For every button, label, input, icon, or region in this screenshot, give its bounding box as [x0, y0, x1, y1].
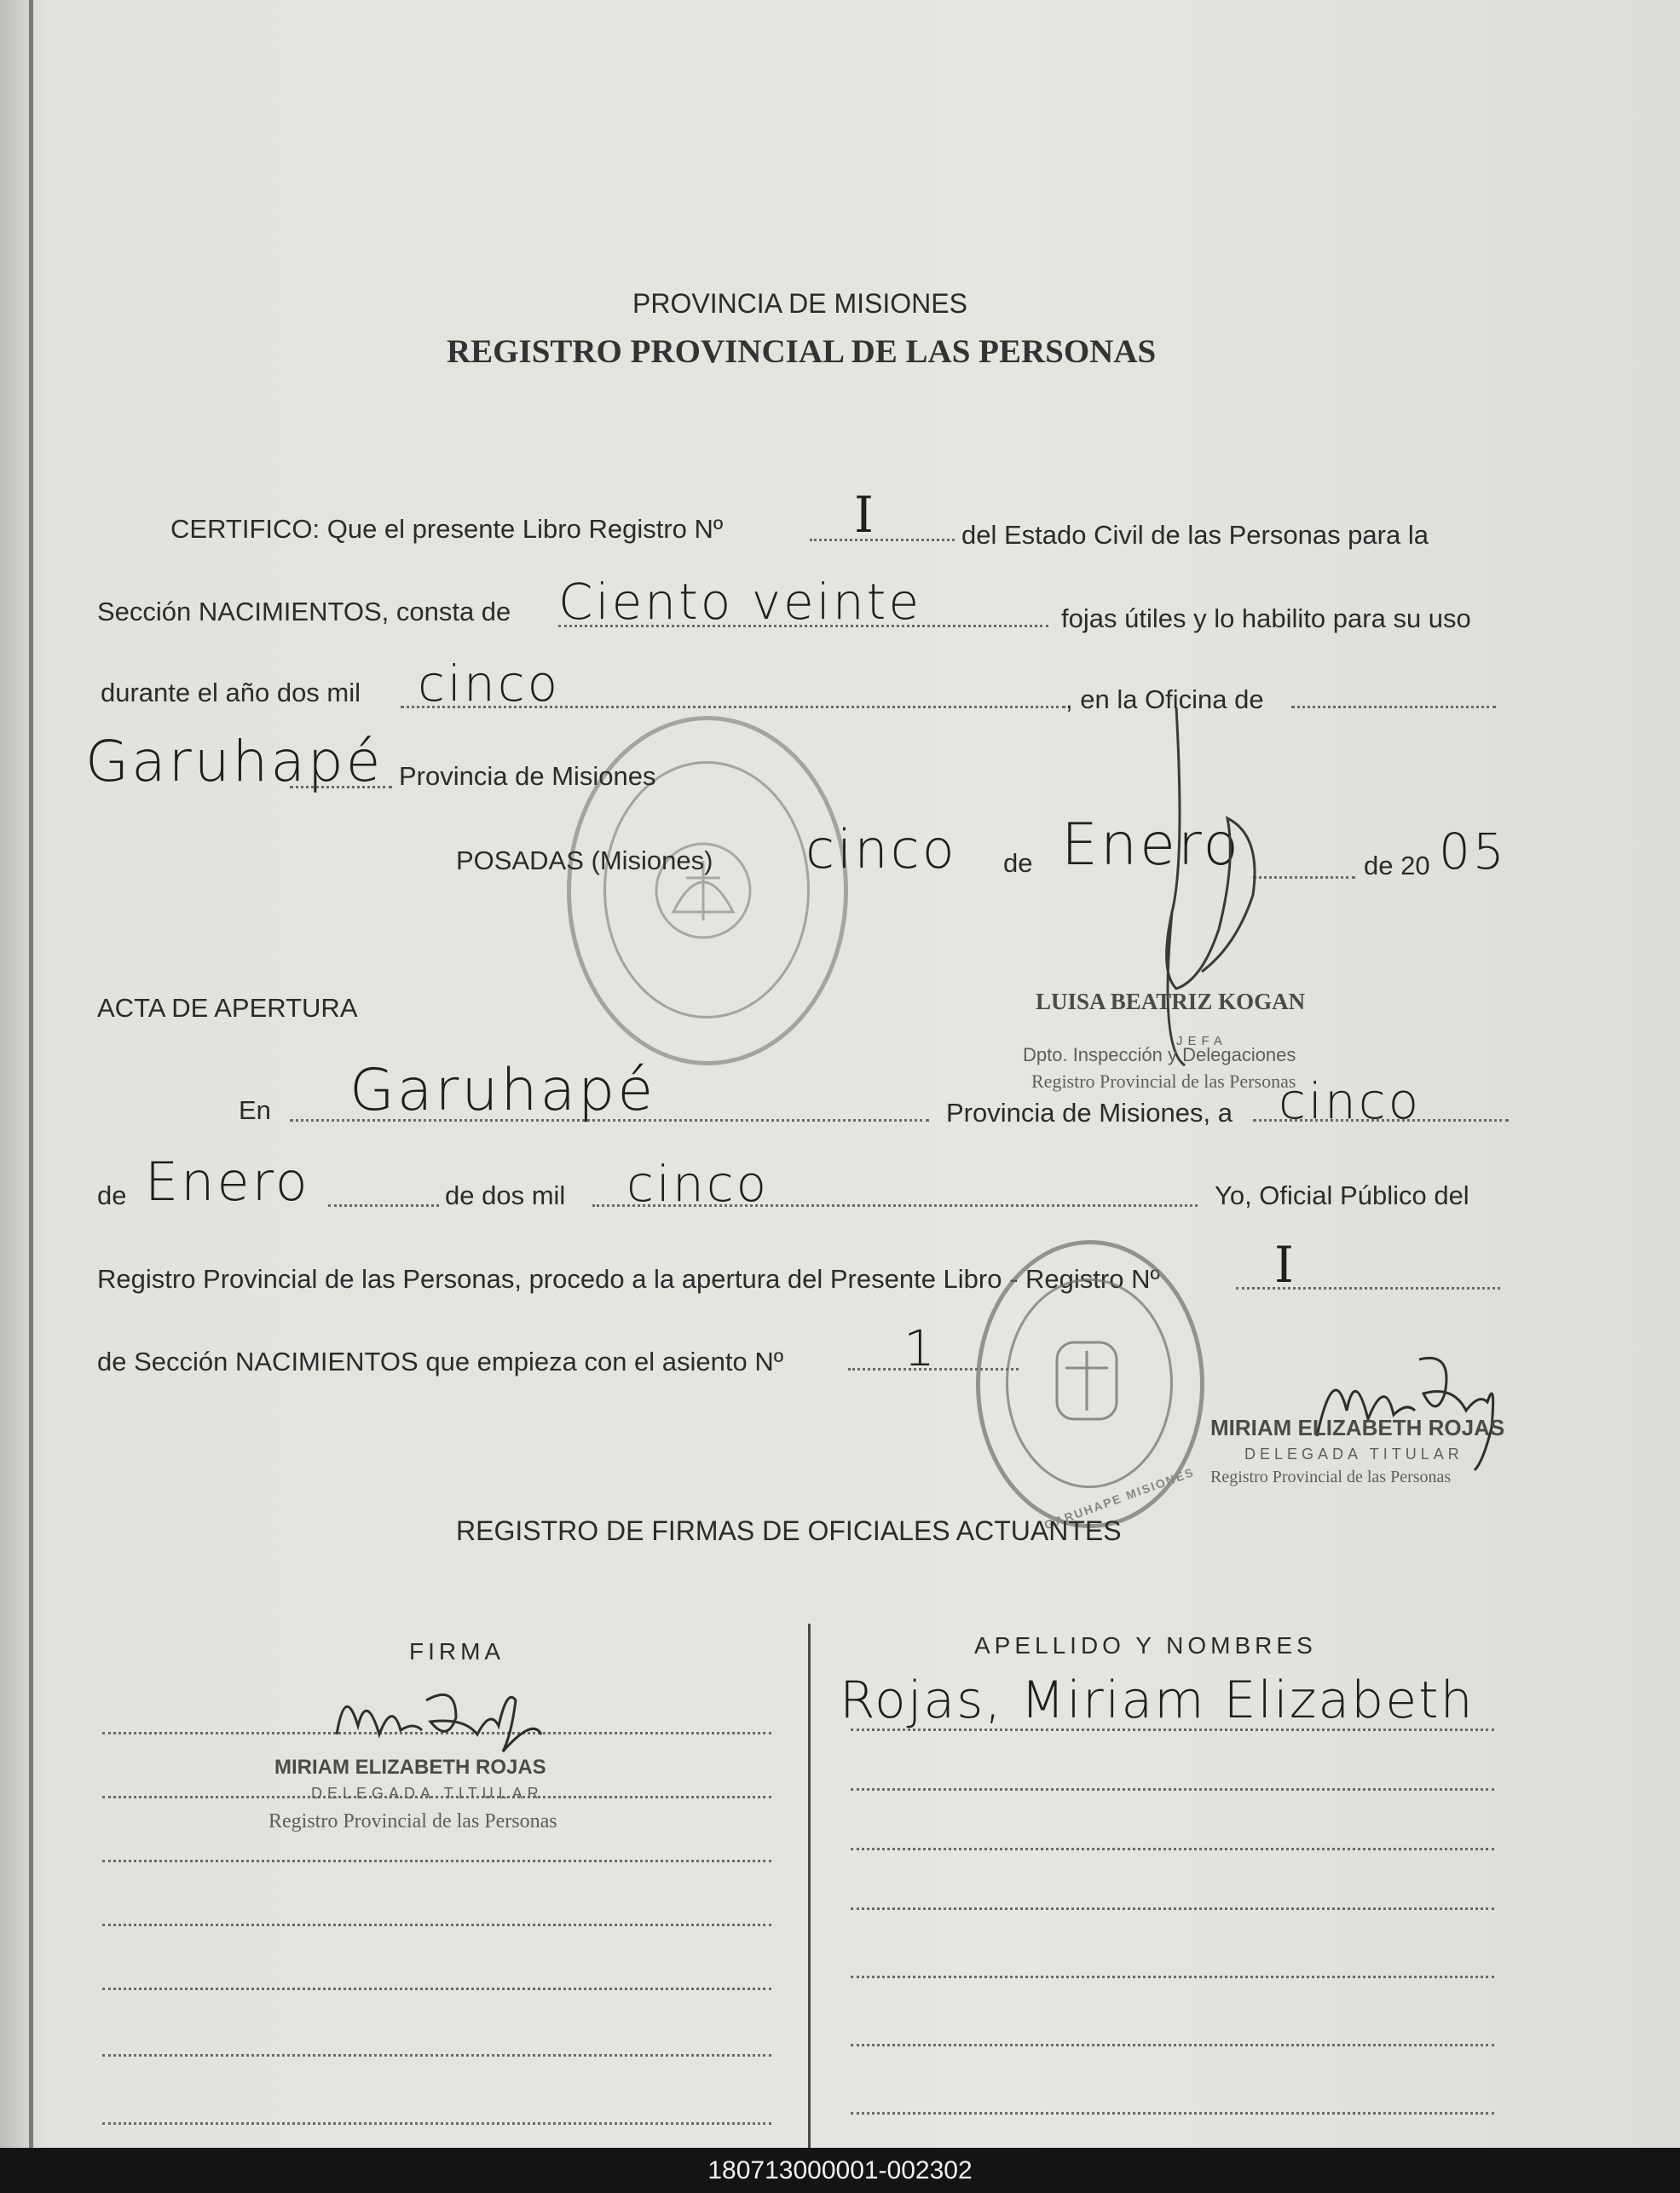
cert-line2-label: Sección NACIMIENTOS, consta de: [97, 597, 511, 626]
fill-line: [328, 1204, 439, 1207]
fill-line: [810, 539, 955, 541]
firma-row-line: [102, 1988, 771, 1990]
seal-2-emblem-icon: [976, 1240, 1196, 1520]
year-word-handwritten: cinco: [418, 655, 561, 713]
de-label: de: [1003, 848, 1033, 878]
table-stamp-org: Registro Provincial de las Personas: [268, 1810, 557, 1832]
office-name-handwritten: Garuhapé: [85, 729, 384, 794]
acta-line4: de Sección NACIMIENTOS que empieza con el asiento Nº: [97, 1347, 784, 1376]
book-binding-shadow: [0, 0, 31, 2148]
acta-line3: Registro Provincial de las Personas, procedo a la apertura del Presente Libro - Registro Nº: [97, 1264, 1160, 1294]
acta-province-label: Provincia de Misiones, a: [946, 1098, 1233, 1128]
month-word-handwritten: Enero: [1061, 811, 1241, 879]
column-divider: [808, 1624, 811, 2148]
acta-day-handwritten: cinco: [1279, 1072, 1422, 1130]
fill-line: [1253, 1119, 1509, 1122]
kogan-stamp-role: JEFA: [1176, 1034, 1227, 1048]
fill-line: [290, 786, 392, 788]
acta-year-handwritten: cinco: [626, 1155, 770, 1213]
signature-kogan: [1125, 690, 1296, 1082]
acta-dos-mil-label: de dos mil: [445, 1180, 566, 1210]
nombres-row-line: [851, 1848, 1494, 1850]
firma-row-line: [102, 1924, 771, 1926]
book-binding-line: [29, 0, 33, 2148]
year-digits-handwritten: 05: [1439, 822, 1507, 880]
fill-line: [1291, 706, 1496, 708]
firma-row-line: [102, 1860, 771, 1862]
firma-row-line: [102, 2122, 771, 2125]
acta-month-handwritten: Enero: [145, 1151, 310, 1213]
col-nombres-header: APELLIDO Y NOMBRES: [974, 1632, 1317, 1659]
rojas-stamp-org-upper: Registro Provincial de las Personas: [1210, 1468, 1452, 1486]
seal-2-inner-text: GARUHAPE MISIONES: [1042, 1464, 1197, 1532]
cert-line2-continuation: fojas útiles y lo habilito para su uso: [1061, 603, 1471, 633]
acta-entry-number-handwritten: 1: [904, 1319, 938, 1377]
province-title: PROVINCIA DE MISIONES: [632, 288, 967, 319]
acta-title: ACTA DE APERTURA: [97, 993, 358, 1023]
nombres-row-line: [851, 1788, 1494, 1791]
nombres-row-line: [851, 1976, 1494, 1978]
col-firma-header: FIRMA: [409, 1638, 505, 1665]
seal-delegacion-garuhape: [976, 1240, 1204, 1532]
cert-line3-label: durante el año dos mil: [101, 678, 361, 707]
entry-name-handwritten: Rojas, Miriam Elizabeth: [840, 1671, 1475, 1730]
table-stamp-role: DELEGADA TITULAR: [311, 1785, 544, 1802]
cert-line1-label: CERTIFICO: Que el presente Libro Registro Nº: [170, 514, 724, 544]
fill-line: [401, 706, 1065, 708]
pages-count-handwritten: Ciento veinte: [558, 573, 922, 631]
rojas-stamp-name-upper: MIRIAM ELIZABETH ROJAS: [1210, 1415, 1505, 1440]
rojas-stamp-role-upper: DELEGADA TITULAR: [1244, 1446, 1464, 1463]
nombres-row-line: [851, 1907, 1494, 1910]
day-word-handwritten: cinco: [805, 818, 957, 880]
kogan-stamp-org: Registro Provincial de las Personas: [1031, 1071, 1296, 1092]
kogan-stamp-name: LUISA BEATRIZ KOGAN: [1036, 989, 1306, 1014]
registry-title: REGISTRO PROVINCIAL DE LAS PERSONAS: [447, 333, 1157, 370]
document-id-footer: 180713000001-002302: [0, 2148, 1680, 2193]
fill-line: [1236, 1287, 1500, 1290]
cert-line3-continuation: , en la Oficina de: [1065, 684, 1264, 714]
de-year-prefix-label: de 20: [1364, 851, 1430, 880]
acta-en-label: En: [239, 1095, 271, 1125]
table-stamp-name: MIRIAM ELIZABETH ROJAS: [274, 1756, 546, 1779]
nombres-row-line: [851, 2044, 1494, 2046]
acta-book-number-handwritten: I: [1274, 1236, 1296, 1294]
acta-yo-label: Yo, Oficial Público del: [1215, 1180, 1469, 1210]
cert-line4-label: Provincia de Misiones: [399, 761, 656, 791]
fill-line: [558, 625, 1048, 627]
acta-place-handwritten: Garuhapé: [349, 1057, 656, 1124]
book-number-handwritten: I: [854, 486, 876, 544]
place-label: POSADAS (Misiones): [456, 845, 713, 875]
signatures-title: REGISTRO DE FIRMAS DE OFICIALES ACTUANTES: [456, 1515, 1122, 1546]
kogan-stamp-dept: Dpto. Inspección y Delegaciones: [1023, 1044, 1296, 1065]
acta-de-label: de: [97, 1180, 127, 1210]
firma-row-line: [102, 2054, 771, 2057]
cert-line1-continuation: del Estado Civil de las Personas para la: [961, 520, 1429, 550]
nombres-row-line: [851, 2112, 1494, 2115]
